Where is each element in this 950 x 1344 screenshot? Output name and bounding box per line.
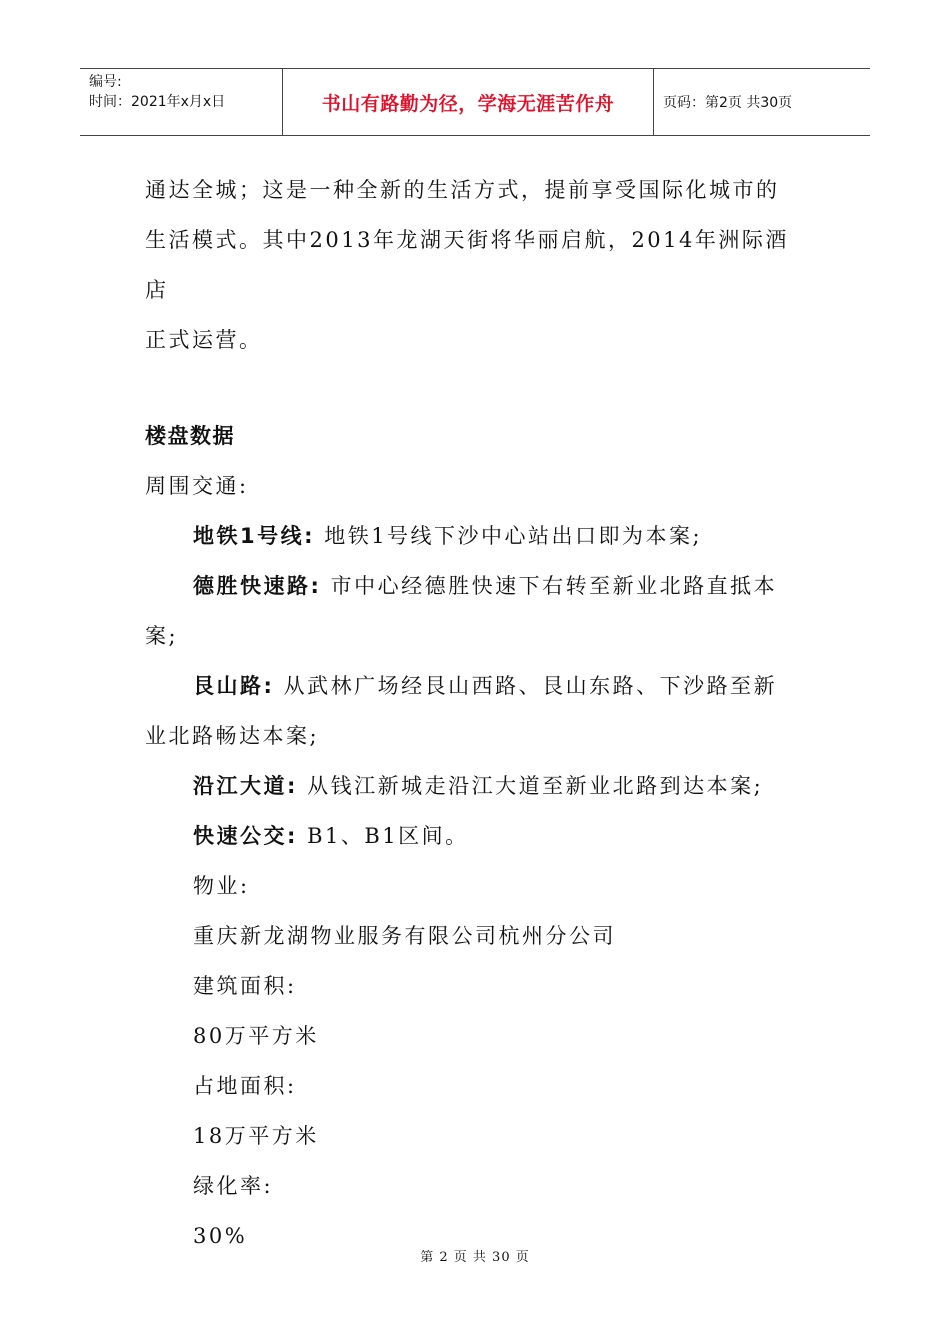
land-area-value: 18万平方米: [193, 1124, 319, 1148]
traffic-item-text: B1、B1区间。: [297, 824, 469, 848]
header-page-info: 页码：第2页 共30页: [663, 95, 793, 111]
traffic-item-label: 德胜快速路:: [193, 574, 322, 598]
property-label: 物业:: [193, 874, 250, 898]
intro-line-2: 生活模式。其中2013年龙湖天街将华丽启航，2014年洲际酒店: [145, 228, 789, 302]
traffic-item-text: 市中心经德胜快速下右转至新业北路直抵本: [321, 574, 778, 598]
traffic-item-metro: [145, 511, 810, 561]
traffic-item-text: 从钱江新城走沿江大道至新业北路到达本案;: [297, 774, 764, 798]
traffic-item-desheng: [145, 561, 810, 611]
traffic-item-desheng-cont: 案;: [145, 624, 179, 648]
property-value: 重庆新龙湖物业服务有限公司杭州分公司: [193, 924, 616, 948]
document-body: [145, 165, 810, 1261]
traffic-item-yanjiang: [145, 761, 810, 811]
page-footer: 第 2 页 共 30 页: [420, 1250, 530, 1265]
traffic-item-brt: [145, 811, 810, 861]
traffic-item-text: 地铁1号线下沙中心站出口即为本案;: [315, 524, 703, 548]
land-area-label: 占地面积:: [193, 1074, 297, 1098]
traffic-item-label: 沿江大道:: [193, 774, 298, 798]
green-rate-label: 绿化率:: [193, 1174, 274, 1198]
header-left-cell: [80, 69, 282, 135]
building-area-label: 建筑面积:: [193, 974, 297, 998]
intro-line-1: 通达全城；这是一种全新的生活方式，提前享受国际化城市的: [145, 178, 780, 202]
traffic-item-label: 地铁1号线:: [193, 524, 316, 548]
traffic-item-label: 艮山路:: [193, 674, 275, 698]
green-rate-value: 30%: [193, 1224, 248, 1248]
traffic-item-text: 从武林广场经艮山西路、艮山东路、下沙路至新: [274, 674, 778, 698]
section-spacer: [145, 365, 810, 411]
building-area-value: 80万平方米: [193, 1024, 319, 1048]
traffic-item-genshan: [145, 661, 810, 711]
traffic-item-label: 快速公交:: [193, 824, 298, 848]
number-label: 编号:: [89, 74, 122, 90]
header-motto: 书山有路勤为径，学海无涯苦作舟: [282, 69, 654, 135]
time-label: 时间：2021年x月x日: [89, 94, 226, 110]
traffic-label: 周围交通:: [145, 474, 249, 498]
section-title: 楼盘数据: [145, 424, 235, 448]
header-table: [80, 68, 870, 136]
intro-line-3: 正式运营。: [145, 328, 263, 352]
traffic-item-genshan-cont: 业北路畅达本案;: [145, 724, 320, 748]
